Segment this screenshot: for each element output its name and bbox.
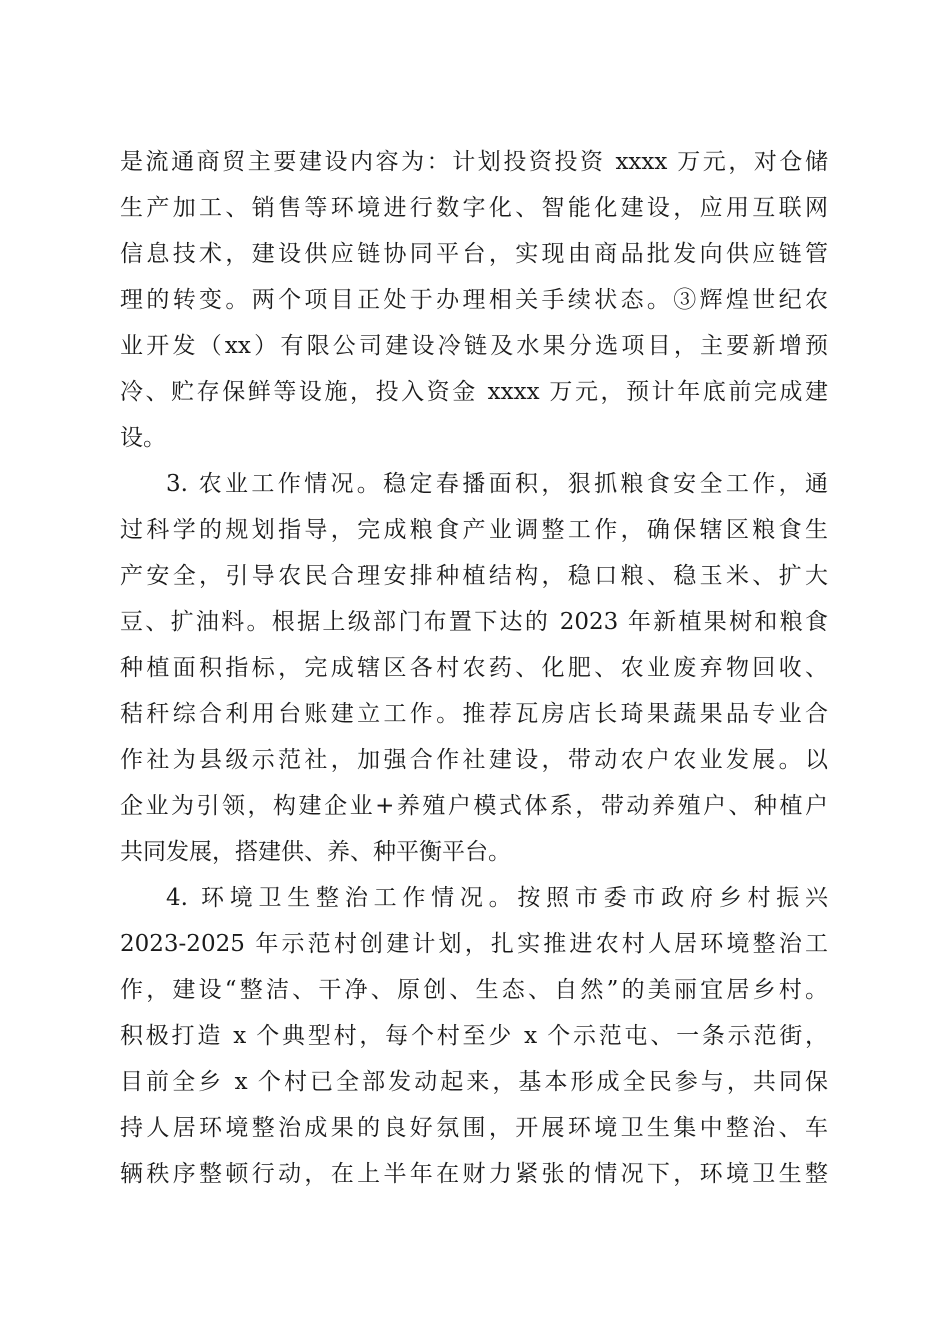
text-line: 产安全，引导农民合理安排种植结构，稳口粮、稳玉米、扩大 — [120, 563, 828, 589]
text-line: 辆秩序整顿行动，在上半年在财力紧张的情况下，环境卫生整 — [120, 1161, 828, 1187]
text-line: 设。 — [120, 425, 166, 451]
text-line: 2023-2025 年示范村创建计划，扎实推进农村人居环境整治工 — [120, 931, 828, 957]
text-line: 是流通商贸主要建设内容为：计划投资投资 xxxx 万元，对仓储 — [120, 149, 828, 175]
text-line: 积极打造 x 个典型村，每个村至少 x 个示范屯、一条示范街， — [120, 1023, 828, 1049]
text-line: 持人居环境整治成果的良好氛围，开展环境卫生集中整治、车 — [120, 1115, 828, 1141]
text-line: 豆、扩油料。根据上级部门布置下达的 2023 年新植果树和粮食 — [120, 609, 828, 635]
text-line: 理的转变。两个项目正处于办理相关手续状态。③辉煌世纪农 — [120, 287, 828, 313]
text-line: 信息技术，建设供应链协同平台，实现由商品批发向供应链管 — [120, 241, 828, 267]
text-line: 目前全乡 x 个村已全部发动起来，基本形成全民参与，共同保 — [120, 1069, 828, 1095]
section-heading-line: 4. 环境卫生整治工作情况。按照市委市政府乡村振兴 — [166, 885, 828, 911]
text-line: 作社为县级示范社，加强合作社建设，带动农户农业发展。以 — [120, 747, 828, 773]
text-line: 企业为引领，构建企业+养殖户模式体系，带动养殖户、种植户 — [120, 793, 828, 819]
text-line: 作，建设“整洁、干净、原创、生态、自然”的美丽宜居乡村。 — [120, 977, 828, 1003]
text-line: 共同发展，搭建供、养、种平衡平台。 — [120, 839, 511, 865]
document-body — [120, 142, 828, 1200]
section-heading-line: 3. 农业工作情况。稳定春播面积，狠抓粮食安全工作，通 — [166, 471, 828, 497]
text-line: 种植面积指标，完成辖区各村农药、化肥、农业废弃物回收、 — [120, 655, 828, 681]
text-line: 冷、贮存保鲜等设施，投入资金 xxxx 万元，预计年底前完成建 — [120, 379, 828, 405]
text-line: 过科学的规划指导，完成粮食产业调整工作，确保辖区粮食生 — [120, 517, 828, 543]
text-line: 业开发（xx）有限公司建设冷链及水果分选项目，主要新增预 — [120, 333, 828, 359]
text-line: 生产加工、销售等环境进行数字化、智能化建设，应用互联网 — [120, 195, 828, 221]
text-line: 秸秆综合利用台账建立工作。推荐瓦房店长琦果蔬果品专业合 — [120, 701, 828, 727]
